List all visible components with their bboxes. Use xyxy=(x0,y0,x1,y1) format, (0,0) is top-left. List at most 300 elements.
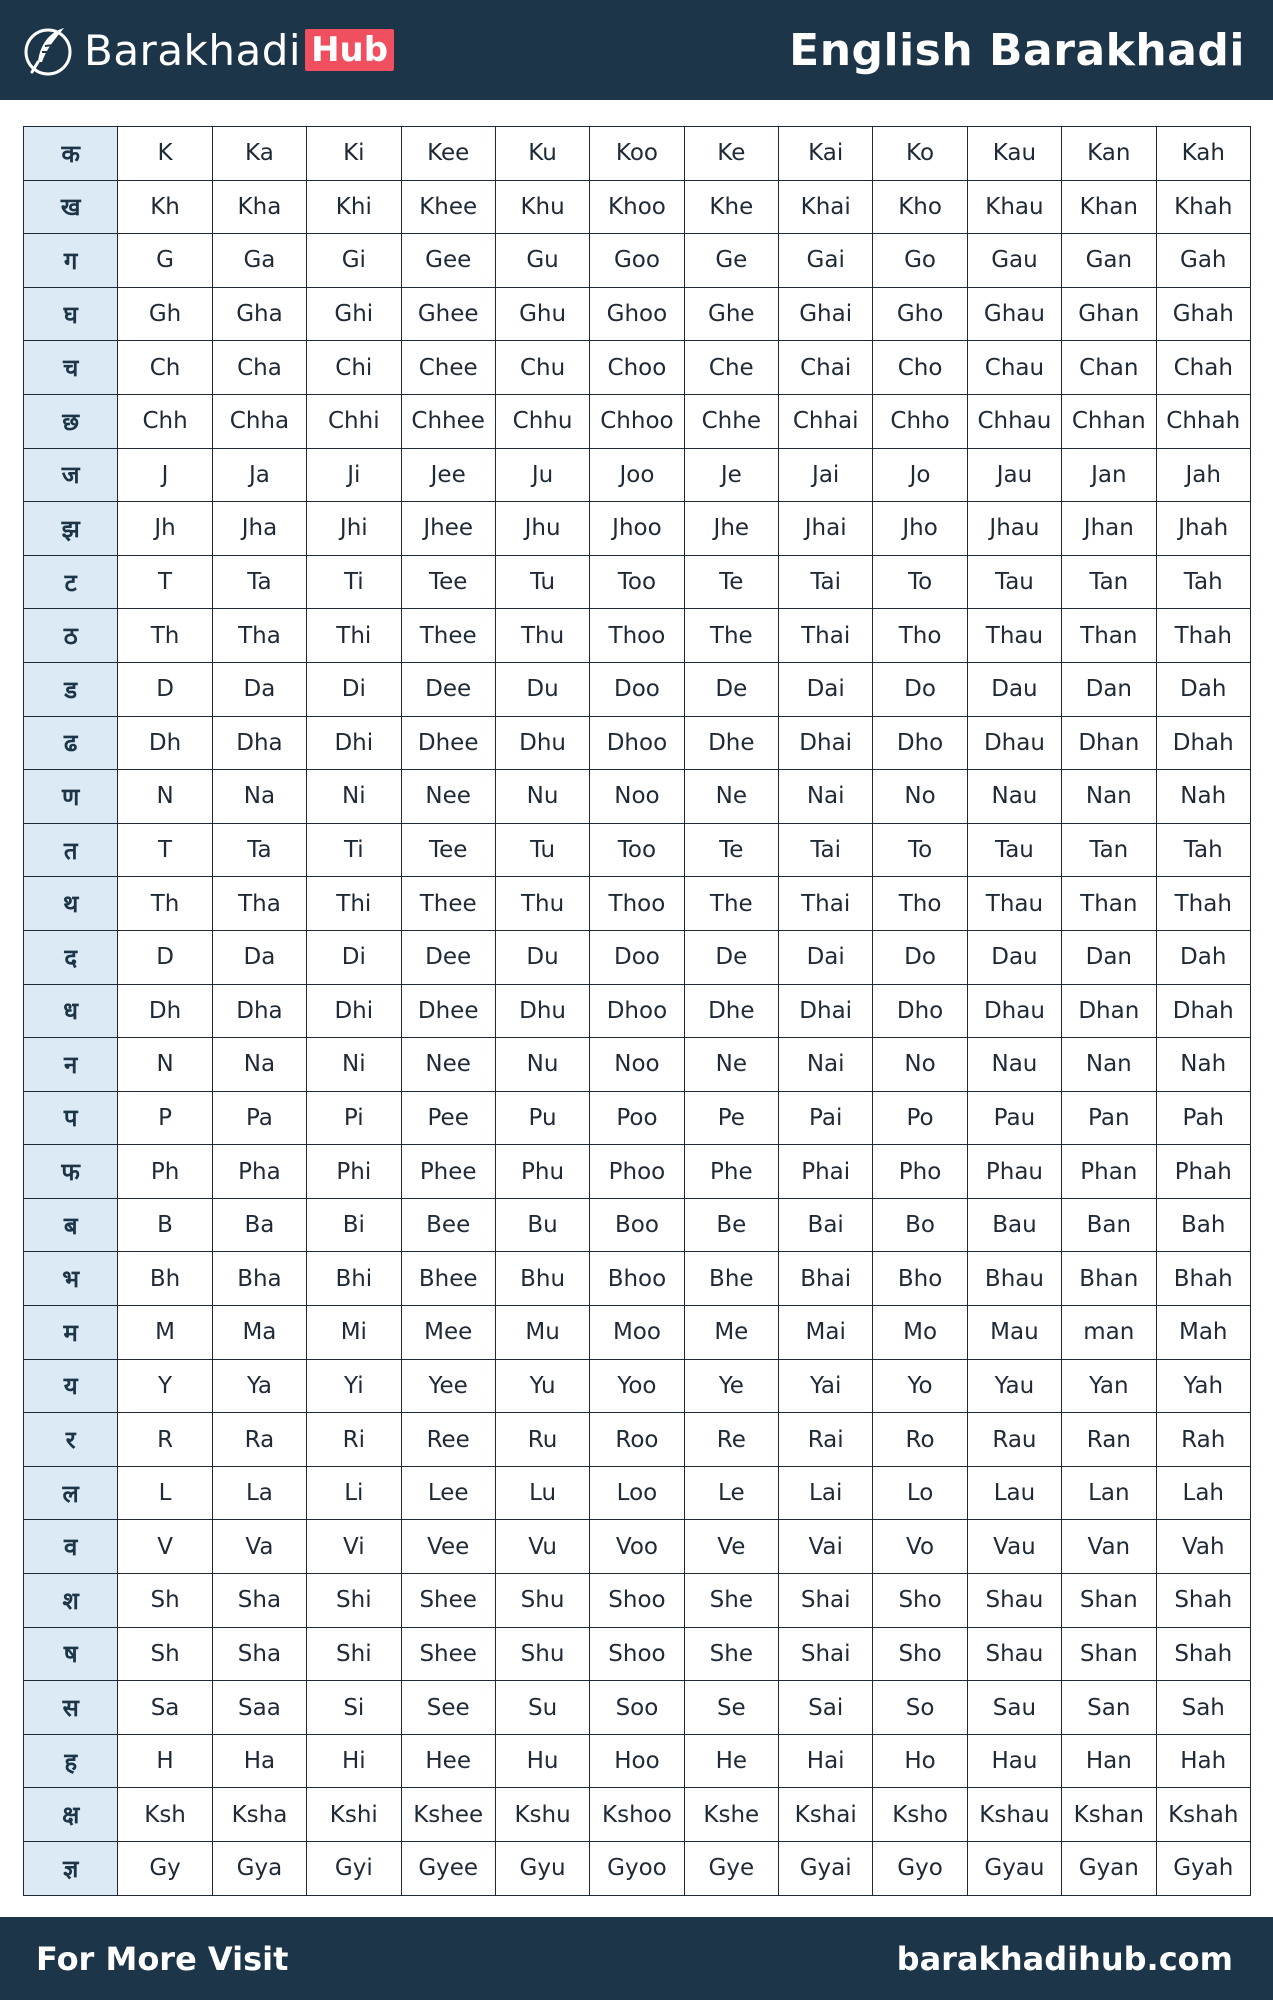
table-row xyxy=(24,1252,1251,1306)
table-row xyxy=(24,930,1251,984)
syllable-cell: Tan xyxy=(1062,555,1156,609)
syllable-cell: Too xyxy=(590,823,684,877)
table-row xyxy=(24,770,1251,824)
syllable-cell: Koo xyxy=(590,127,684,181)
syllable-cell: Shi xyxy=(307,1574,401,1628)
syllable-cell: Thi xyxy=(307,609,401,663)
syllable-cell: Bho xyxy=(873,1252,967,1306)
syllable-cell: Ghai xyxy=(779,287,873,341)
syllable-cell: Shu xyxy=(495,1574,589,1628)
syllable-cell: Kshoo xyxy=(590,1788,684,1842)
syllable-cell: Ya xyxy=(212,1359,306,1413)
syllable-cell: Voo xyxy=(590,1520,684,1574)
syllable-cell: Mi xyxy=(307,1306,401,1360)
table-row xyxy=(24,502,1251,556)
syllable-cell: Sai xyxy=(779,1681,873,1735)
syllable-cell: M xyxy=(118,1306,212,1360)
syllable-cell: Si xyxy=(307,1681,401,1735)
syllable-cell: Ghu xyxy=(495,287,589,341)
table-row xyxy=(24,1681,1251,1735)
syllable-cell: Li xyxy=(307,1466,401,1520)
table-row xyxy=(24,716,1251,770)
consonant-cell: ख xyxy=(24,180,118,234)
syllable-cell: Dho xyxy=(873,716,967,770)
syllable-cell: Di xyxy=(307,930,401,984)
syllable-cell: Shu xyxy=(495,1627,589,1681)
syllable-cell: Vau xyxy=(967,1520,1061,1574)
syllable-cell: Gyu xyxy=(495,1842,589,1896)
table-row xyxy=(24,287,1251,341)
syllable-cell: Dhee xyxy=(401,716,495,770)
syllable-cell: Che xyxy=(684,341,778,395)
table-row xyxy=(24,1788,1251,1842)
syllable-cell: Dai xyxy=(779,930,873,984)
syllable-cell: Kshau xyxy=(967,1788,1061,1842)
syllable-cell: Dhah xyxy=(1156,716,1251,770)
syllable-cell: She xyxy=(684,1574,778,1628)
syllable-cell: Thoo xyxy=(590,877,684,931)
syllable-cell: Gau xyxy=(967,234,1061,288)
syllable-cell: Da xyxy=(212,930,306,984)
table-row xyxy=(24,1734,1251,1788)
syllable-cell: Ro xyxy=(873,1413,967,1467)
syllable-cell: Chhan xyxy=(1062,394,1156,448)
syllable-cell: Thah xyxy=(1156,609,1251,663)
syllable-cell: Shan xyxy=(1062,1574,1156,1628)
syllable-cell: Dha xyxy=(212,984,306,1038)
syllable-cell: Dee xyxy=(401,662,495,716)
syllable-cell: Than xyxy=(1062,877,1156,931)
syllable-cell: Du xyxy=(495,662,589,716)
syllable-cell: L xyxy=(118,1466,212,1520)
consonant-cell: थ xyxy=(24,877,118,931)
syllable-cell: Bau xyxy=(967,1198,1061,1252)
syllable-cell: Noo xyxy=(590,770,684,824)
syllable-cell: P xyxy=(118,1091,212,1145)
syllable-cell: Doo xyxy=(590,662,684,716)
syllable-cell: Chau xyxy=(967,341,1061,395)
syllable-cell: Phe xyxy=(684,1145,778,1199)
syllable-cell: Noo xyxy=(590,1038,684,1092)
syllable-cell: Ta xyxy=(212,555,306,609)
syllable-cell: Dau xyxy=(967,662,1061,716)
syllable-cell: Chhai xyxy=(779,394,873,448)
syllable-cell: La xyxy=(212,1466,306,1520)
syllable-cell: Chhi xyxy=(307,394,401,448)
syllable-cell: Ghau xyxy=(967,287,1061,341)
syllable-cell: Yah xyxy=(1156,1359,1251,1413)
syllable-cell: Bhoo xyxy=(590,1252,684,1306)
syllable-cell: D xyxy=(118,930,212,984)
syllable-cell: Gye xyxy=(684,1842,778,1896)
syllable-cell: Ne xyxy=(684,1038,778,1092)
syllable-cell: Ti xyxy=(307,555,401,609)
consonant-cell: घ xyxy=(24,287,118,341)
syllable-cell: Vo xyxy=(873,1520,967,1574)
table-row xyxy=(24,127,1251,181)
syllable-cell: Bhai xyxy=(779,1252,873,1306)
syllable-cell: Ho xyxy=(873,1734,967,1788)
syllable-cell: Ghah xyxy=(1156,287,1251,341)
table-row xyxy=(24,1574,1251,1628)
syllable-cell: Nu xyxy=(495,770,589,824)
syllable-cell: Ki xyxy=(307,127,401,181)
syllable-cell: Te xyxy=(684,555,778,609)
table-row xyxy=(24,984,1251,1038)
syllable-cell: Kshee xyxy=(401,1788,495,1842)
syllable-cell: Thah xyxy=(1156,877,1251,931)
consonant-cell: ण xyxy=(24,770,118,824)
syllable-cell: Mau xyxy=(967,1306,1061,1360)
syllable-cell: Roo xyxy=(590,1413,684,1467)
syllable-cell: Doo xyxy=(590,930,684,984)
syllable-cell: Dah xyxy=(1156,662,1251,716)
syllable-cell: Di xyxy=(307,662,401,716)
syllable-cell: Gyan xyxy=(1062,1842,1156,1896)
syllable-cell: Jan xyxy=(1062,448,1156,502)
syllable-cell: Da xyxy=(212,662,306,716)
syllable-cell: Pan xyxy=(1062,1091,1156,1145)
syllable-cell: G xyxy=(118,234,212,288)
syllable-cell: Dhan xyxy=(1062,716,1156,770)
syllable-cell: Hah xyxy=(1156,1734,1251,1788)
consonant-cell: ड xyxy=(24,662,118,716)
syllable-cell: Gyai xyxy=(779,1842,873,1896)
syllable-cell: Vi xyxy=(307,1520,401,1574)
syllable-cell: Dh xyxy=(118,716,212,770)
syllable-cell: He xyxy=(684,1734,778,1788)
syllable-cell: Chhe xyxy=(684,394,778,448)
syllable-cell: Jhe xyxy=(684,502,778,556)
syllable-cell: Thoo xyxy=(590,609,684,663)
syllable-cell: Ta xyxy=(212,823,306,877)
consonant-cell: श xyxy=(24,1574,118,1628)
syllable-cell: Han xyxy=(1062,1734,1156,1788)
barakhadi-table-container xyxy=(23,126,1251,1896)
syllable-cell: Thai xyxy=(779,609,873,663)
syllable-cell: Gyau xyxy=(967,1842,1061,1896)
syllable-cell: Dhai xyxy=(779,716,873,770)
syllable-cell: Ghan xyxy=(1062,287,1156,341)
table-row xyxy=(24,1306,1251,1360)
website-link[interactable]: barakhadihub.com xyxy=(896,1939,1233,1978)
syllable-cell: Be xyxy=(684,1198,778,1252)
syllable-cell: Sh xyxy=(118,1627,212,1681)
syllable-cell: Ghee xyxy=(401,287,495,341)
syllable-cell: Ko xyxy=(873,127,967,181)
syllable-cell: Dhu xyxy=(495,984,589,1038)
syllable-cell: Kah xyxy=(1156,127,1251,181)
syllable-cell: Kee xyxy=(401,127,495,181)
syllable-cell: Dhi xyxy=(307,984,401,1038)
syllable-cell: Thai xyxy=(779,877,873,931)
syllable-cell: Ga xyxy=(212,234,306,288)
brand[interactable] xyxy=(20,0,394,100)
syllable-cell: Thau xyxy=(967,877,1061,931)
syllable-cell: Gi xyxy=(307,234,401,288)
syllable-cell: Ni xyxy=(307,1038,401,1092)
syllable-cell: Ma xyxy=(212,1306,306,1360)
syllable-cell: Tu xyxy=(495,555,589,609)
consonant-cell: भ xyxy=(24,1252,118,1306)
syllable-cell: Ja xyxy=(212,448,306,502)
syllable-cell: Su xyxy=(495,1681,589,1735)
syllable-cell: Nee xyxy=(401,770,495,824)
syllable-cell: Ha xyxy=(212,1734,306,1788)
syllable-cell: The xyxy=(684,609,778,663)
syllable-cell: Too xyxy=(590,555,684,609)
syllable-cell: Chu xyxy=(495,341,589,395)
syllable-cell: Nah xyxy=(1156,770,1251,824)
consonant-cell: ष xyxy=(24,1627,118,1681)
syllable-cell: Yan xyxy=(1062,1359,1156,1413)
footer-text: For More Visit xyxy=(36,1939,289,1978)
syllable-cell: Kho xyxy=(873,180,967,234)
syllable-cell: Ch xyxy=(118,341,212,395)
syllable-cell: Kshan xyxy=(1062,1788,1156,1842)
syllable-cell: Dhau xyxy=(967,716,1061,770)
syllable-cell: Saa xyxy=(212,1681,306,1735)
syllable-cell: Jha xyxy=(212,502,306,556)
syllable-cell: Jhan xyxy=(1062,502,1156,556)
syllable-cell: Phau xyxy=(967,1145,1061,1199)
page-title: English Barakhadi xyxy=(789,24,1245,76)
consonant-cell: ढ xyxy=(24,716,118,770)
syllable-cell: Shah xyxy=(1156,1627,1251,1681)
syllable-cell: Thu xyxy=(495,877,589,931)
consonant-cell: न xyxy=(24,1038,118,1092)
syllable-cell: Chho xyxy=(873,394,967,448)
syllable-cell: Phai xyxy=(779,1145,873,1199)
syllable-cell: Bh xyxy=(118,1252,212,1306)
syllable-cell: Loo xyxy=(590,1466,684,1520)
syllable-cell: Khee xyxy=(401,180,495,234)
syllable-cell: Phah xyxy=(1156,1145,1251,1199)
syllable-cell: Gu xyxy=(495,234,589,288)
syllable-cell: Re xyxy=(684,1413,778,1467)
table-row xyxy=(24,1520,1251,1574)
syllable-cell: Nan xyxy=(1062,1038,1156,1092)
syllable-cell: Tan xyxy=(1062,823,1156,877)
syllable-cell: Hai xyxy=(779,1734,873,1788)
syllable-cell: Thu xyxy=(495,609,589,663)
table-row xyxy=(24,555,1251,609)
syllable-cell: Tau xyxy=(967,555,1061,609)
syllable-cell: Cha xyxy=(212,341,306,395)
syllable-cell: Pho xyxy=(873,1145,967,1199)
consonant-cell: ल xyxy=(24,1466,118,1520)
syllable-cell: Kh xyxy=(118,180,212,234)
syllable-cell: Dho xyxy=(873,984,967,1038)
syllable-cell: Th xyxy=(118,609,212,663)
syllable-cell: Dhah xyxy=(1156,984,1251,1038)
syllable-cell: Do xyxy=(873,662,967,716)
syllable-cell: Dhau xyxy=(967,984,1061,1038)
syllable-cell: Dhi xyxy=(307,716,401,770)
syllable-cell: Chha xyxy=(212,394,306,448)
syllable-cell: Dan xyxy=(1062,662,1156,716)
syllable-cell: Kau xyxy=(967,127,1061,181)
syllable-cell: Le xyxy=(684,1466,778,1520)
syllable-cell: Me xyxy=(684,1306,778,1360)
syllable-cell: Shau xyxy=(967,1574,1061,1628)
syllable-cell: B xyxy=(118,1198,212,1252)
syllable-cell: man xyxy=(1062,1306,1156,1360)
syllable-cell: Bee xyxy=(401,1198,495,1252)
consonant-cell: ध xyxy=(24,984,118,1038)
syllable-cell: Rau xyxy=(967,1413,1061,1467)
syllable-cell: Gha xyxy=(212,287,306,341)
syllable-cell: Se xyxy=(684,1681,778,1735)
syllable-cell: Yoo xyxy=(590,1359,684,1413)
syllable-cell: Bha xyxy=(212,1252,306,1306)
syllable-cell: Dee xyxy=(401,930,495,984)
syllable-cell: Khah xyxy=(1156,180,1251,234)
syllable-cell: Tha xyxy=(212,877,306,931)
syllable-cell: Tee xyxy=(401,555,495,609)
syllable-cell: Mo xyxy=(873,1306,967,1360)
syllable-cell: Dau xyxy=(967,930,1061,984)
syllable-cell: Sha xyxy=(212,1627,306,1681)
syllable-cell: Ksh xyxy=(118,1788,212,1842)
syllable-cell: Tah xyxy=(1156,823,1251,877)
syllable-cell: Gho xyxy=(873,287,967,341)
syllable-cell: Phi xyxy=(307,1145,401,1199)
syllable-cell: Dhoo xyxy=(590,984,684,1038)
syllable-cell: Tai xyxy=(779,823,873,877)
syllable-cell: Van xyxy=(1062,1520,1156,1574)
syllable-cell: N xyxy=(118,1038,212,1092)
syllable-cell: Cho xyxy=(873,341,967,395)
syllable-cell: Nau xyxy=(967,770,1061,824)
syllable-cell: Tah xyxy=(1156,555,1251,609)
syllable-cell: Na xyxy=(212,770,306,824)
syllable-cell: Moo xyxy=(590,1306,684,1360)
syllable-cell: Lau xyxy=(967,1466,1061,1520)
syllable-cell: Boo xyxy=(590,1198,684,1252)
syllable-cell: Soo xyxy=(590,1681,684,1735)
syllable-cell: Bhah xyxy=(1156,1252,1251,1306)
syllable-cell: Pau xyxy=(967,1091,1061,1145)
syllable-cell: So xyxy=(873,1681,967,1735)
syllable-cell: Sa xyxy=(118,1681,212,1735)
syllable-cell: Chhu xyxy=(495,394,589,448)
syllable-cell: Poo xyxy=(590,1091,684,1145)
syllable-cell: Bah xyxy=(1156,1198,1251,1252)
syllable-cell: Thau xyxy=(967,609,1061,663)
consonant-cell: क xyxy=(24,127,118,181)
syllable-cell: Mee xyxy=(401,1306,495,1360)
syllable-cell: Chai xyxy=(779,341,873,395)
consonant-cell: प xyxy=(24,1091,118,1145)
syllable-cell: Bu xyxy=(495,1198,589,1252)
syllable-cell: Bhu xyxy=(495,1252,589,1306)
consonant-cell: क्ष xyxy=(24,1788,118,1842)
syllable-cell: Ksho xyxy=(873,1788,967,1842)
syllable-cell: Gy xyxy=(118,1842,212,1896)
syllable-cell: Ju xyxy=(495,448,589,502)
syllable-cell: Je xyxy=(684,448,778,502)
syllable-cell: Ke xyxy=(684,127,778,181)
syllable-cell: K xyxy=(118,127,212,181)
syllable-cell: Gh xyxy=(118,287,212,341)
syllable-cell: Ree xyxy=(401,1413,495,1467)
syllable-cell: Bo xyxy=(873,1198,967,1252)
table-row xyxy=(24,1038,1251,1092)
syllable-cell: Ru xyxy=(495,1413,589,1467)
syllable-cell: T xyxy=(118,823,212,877)
syllable-cell: Ban xyxy=(1062,1198,1156,1252)
consonant-cell: स xyxy=(24,1681,118,1735)
syllable-cell: Chhee xyxy=(401,394,495,448)
syllable-cell: Khai xyxy=(779,180,873,234)
syllable-cell: Kha xyxy=(212,180,306,234)
syllable-cell: Gyee xyxy=(401,1842,495,1896)
table-row xyxy=(24,394,1251,448)
syllable-cell: Y xyxy=(118,1359,212,1413)
syllable-cell: Hee xyxy=(401,1734,495,1788)
syllable-cell: Pha xyxy=(212,1145,306,1199)
syllable-cell: Gyi xyxy=(307,1842,401,1896)
syllable-cell: Thi xyxy=(307,877,401,931)
syllable-cell: Shan xyxy=(1062,1627,1156,1681)
syllable-cell: Vah xyxy=(1156,1520,1251,1574)
syllable-cell: Chan xyxy=(1062,341,1156,395)
table-row xyxy=(24,341,1251,395)
syllable-cell: Gan xyxy=(1062,234,1156,288)
syllable-cell: Than xyxy=(1062,609,1156,663)
syllable-cell: J xyxy=(118,448,212,502)
table-row xyxy=(24,1413,1251,1467)
syllable-cell: Thee xyxy=(401,877,495,931)
syllable-cell: Vu xyxy=(495,1520,589,1574)
syllable-cell: Nai xyxy=(779,1038,873,1092)
syllable-cell: Tu xyxy=(495,823,589,877)
syllable-cell: Jhu xyxy=(495,502,589,556)
table-row xyxy=(24,662,1251,716)
syllable-cell: Phoo xyxy=(590,1145,684,1199)
syllable-cell: Jhau xyxy=(967,502,1061,556)
syllable-cell: D xyxy=(118,662,212,716)
syllable-cell: Rah xyxy=(1156,1413,1251,1467)
brand-name: Barakhadi xyxy=(84,25,302,75)
table-row xyxy=(24,1145,1251,1199)
syllable-cell: Na xyxy=(212,1038,306,1092)
syllable-cell: Lah xyxy=(1156,1466,1251,1520)
syllable-cell: Yo xyxy=(873,1359,967,1413)
syllable-cell: Sho xyxy=(873,1627,967,1681)
syllable-cell: Jah xyxy=(1156,448,1251,502)
syllable-cell: Pe xyxy=(684,1091,778,1145)
syllable-cell: Po xyxy=(873,1091,967,1145)
consonant-cell: र xyxy=(24,1413,118,1467)
syllable-cell: Dhe xyxy=(684,984,778,1038)
syllable-cell: Chhoo xyxy=(590,394,684,448)
syllable-cell: Pi xyxy=(307,1091,401,1145)
syllable-cell: Hi xyxy=(307,1734,401,1788)
table-row xyxy=(24,1466,1251,1520)
syllable-cell: De xyxy=(684,930,778,984)
consonant-cell: ब xyxy=(24,1198,118,1252)
syllable-cell: Gya xyxy=(212,1842,306,1896)
syllable-cell: Dhan xyxy=(1062,984,1156,1038)
syllable-cell: Jhee xyxy=(401,502,495,556)
syllable-cell: Ri xyxy=(307,1413,401,1467)
syllable-cell: Dan xyxy=(1062,930,1156,984)
syllable-cell: Tho xyxy=(873,609,967,663)
syllable-cell: Khu xyxy=(495,180,589,234)
consonant-cell: व xyxy=(24,1520,118,1574)
